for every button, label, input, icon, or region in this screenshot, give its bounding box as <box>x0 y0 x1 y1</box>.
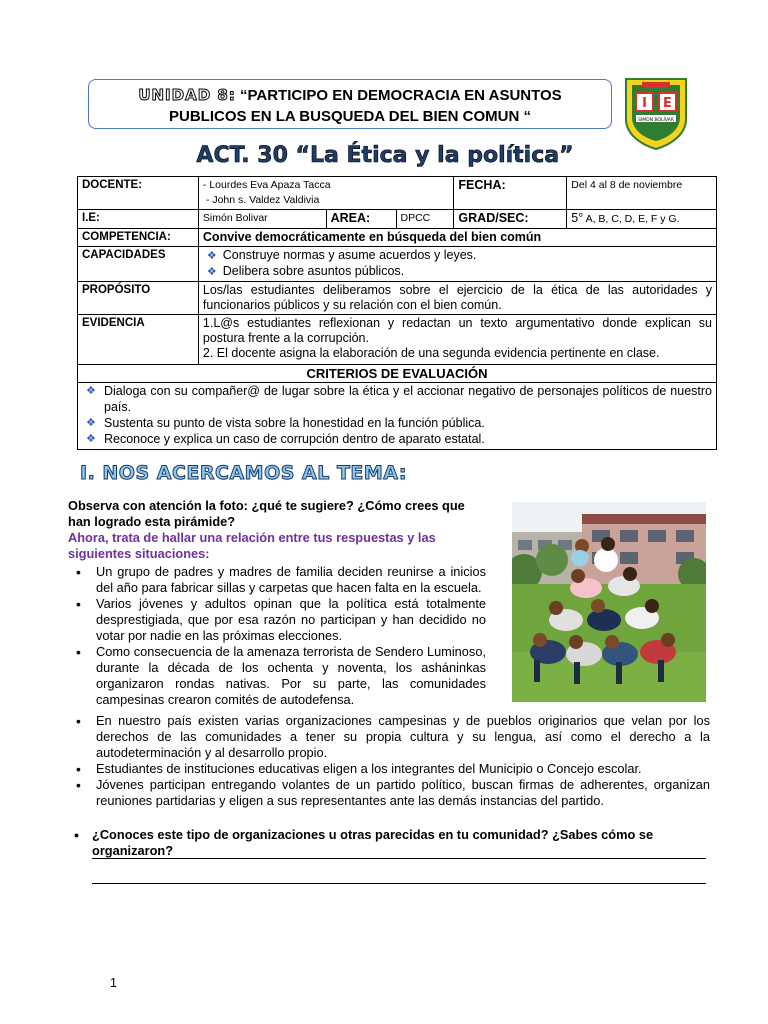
area-value: DPCC <box>396 210 454 229</box>
criterio-item <box>84 431 712 447</box>
capacidades-label: CAPACIDADES <box>78 247 199 282</box>
situations-list-short <box>68 564 486 708</box>
capacidad-item <box>203 264 712 280</box>
criterio-text: Reconoce y explica un caso de corrupción dentro de aparato estatal. <box>104 432 485 446</box>
docente-1: - Lourdes Eva Apaza Tacca <box>202 179 331 191</box>
activity-info-table <box>77 176 717 450</box>
svg-text:I: I <box>642 96 647 111</box>
docente-2: - John s. Valdez Valdivia <box>205 194 320 206</box>
evidencia-2: 2. El docente asigna la elaboración de una segunda evidencia pertinente en clase. <box>202 346 660 360</box>
evidencia-value <box>198 315 716 365</box>
section-title: I. NOS ACERCAMOS AL TEMA: <box>80 462 407 484</box>
fecha-value: Del 4 al 8 de noviembre <box>567 177 717 210</box>
page-number: 1 <box>110 976 117 990</box>
diamond-bullet-icon: ❖ <box>86 385 96 397</box>
logo-text: SIMÓN BOLÍVAR <box>638 118 674 123</box>
unit-label: UNIDAD 8: <box>138 86 236 104</box>
reflection-question: • ¿Conoces este tipo de organizaciones u otras parecidas en tu comunidad? ¿Sabes cómo se organizaron? <box>68 827 718 859</box>
docente-value <box>198 177 454 210</box>
criterios-heading: CRITERIOS DE EVALUACIÓN <box>78 365 717 383</box>
situation-item: • En nuestro país existen varias organizaciones campesinas y de pueblos originarios que velan por los derechos de las comunidades a tener su propia cultura y su lengua, así como el derecho a la autodeterminación y al desarrollo propio. <box>68 713 710 761</box>
situation-item: • Estudiantes de instituciones educativas eligen a los integrantes del Municipio o Concejo escolar. <box>68 761 710 777</box>
school-logo <box>622 75 690 151</box>
answer-line[interactable] <box>92 882 706 884</box>
diamond-bullet-icon: ❖ <box>206 266 217 278</box>
criterio-item <box>84 415 712 431</box>
diamond-bullet-icon: ❖ <box>86 417 96 429</box>
ie-label: I.E: <box>78 210 199 229</box>
criterios-container <box>78 383 716 449</box>
grad-value-main: 5° <box>571 211 584 225</box>
grad-value-rest: A, B, C, D, E, F y G. <box>583 213 680 225</box>
evidencia-label: EVIDENCIA <box>78 315 199 365</box>
area-label: AREA: <box>326 210 396 229</box>
competencia-value: Convive democráticamente en búsqueda del bien común <box>198 229 716 247</box>
criterio-item <box>84 383 712 415</box>
docente-label: DOCENTE: <box>78 177 199 210</box>
situation-item: • Varios jóvenes y adultos opinan que la política está totalmente desprestigiada, que por esa razón no participan y han decidido no votar por nadie en las próximas elecciones. <box>68 596 486 644</box>
fecha-label: FECHA: <box>454 177 567 210</box>
situation-item: • Jóvenes participan entregando volantes de un partido político, buscan firmas de adherentes, organizan reuniones partidarias y eligen a sus representantes ante las demás instancias del partido. <box>68 777 710 809</box>
criterios-list <box>78 383 717 450</box>
answer-line[interactable] <box>92 857 706 859</box>
svg-text:E: E <box>663 96 672 111</box>
diamond-bullet-icon: ❖ <box>206 250 217 262</box>
unit-title-line1 <box>90 86 610 104</box>
observe-prompt: Observa con atención la foto: ¿qué te sugiere? ¿Cómo crees que han logrado esta pirámide? <box>68 498 465 529</box>
situation-item: • Un grupo de padres y madres de familia deciden reunirse a inicios del año para fabricar sillas y carpetas que hacen falta en la escuela. <box>68 564 486 596</box>
competencia-label: COMPETENCIA: <box>78 229 199 247</box>
proposito-label: PROPÓSITO <box>78 282 199 315</box>
criterio-text: Sustenta su punto de vista sobre la honestidad en la función pública. <box>104 416 485 430</box>
situations-list-long <box>68 713 710 809</box>
proposito-value: Los/las estudiantes deliberamos sobre el ejercicio de la ética de las autoridades y funcionarios públicos y su relación con el bien común. <box>198 282 716 315</box>
capacidades-list <box>198 247 716 282</box>
situation-item: • Como consecuencia de la amenaza terrorista de Sendero Luminoso, durante la década de los ochenta y noventa, los asháninkas organizaron rondas nativas. Por su parte, las comunidades campesinas crearon comités de autodefensa. <box>68 644 486 708</box>
unit-title-text-1: “PARTICIPO EN DEMOCRACIA EN ASUNTOS <box>239 87 562 104</box>
evidencia-1: 1.L@s estudiantes reflexionan y redactan un texto argumentativo donde explican su postura frente a la corrupción. <box>202 316 712 345</box>
grad-sec-label: GRAD/SEC: <box>454 210 567 229</box>
instruction-text: Ahora, trata de hallar una relación entre tus respuestas y las siguientes situaciones: <box>68 530 436 561</box>
diamond-bullet-icon: ❖ <box>86 433 96 445</box>
human-pyramid-photo <box>512 502 706 702</box>
unit-title-line2: PUBLICOS EN LA BUSQUEDA DEL BIEN COMUN “ <box>169 108 531 125</box>
grad-sec-value <box>567 210 717 229</box>
capacidad-text: Construye normas y asume acuerdos y leyes. <box>222 248 477 262</box>
capacidad-item <box>203 248 712 264</box>
ie-value: Simón Bolivar <box>198 210 326 229</box>
activity-title: ACT. 30 “La Ética y la política” <box>196 143 574 168</box>
criterio-text: Dialoga con su compañer@ de lugar sobre la ética y el accionar negativo de personajes políticos de nuestro país. <box>104 384 712 414</box>
capacidad-text: Delibera sobre asuntos públicos. <box>222 264 405 278</box>
